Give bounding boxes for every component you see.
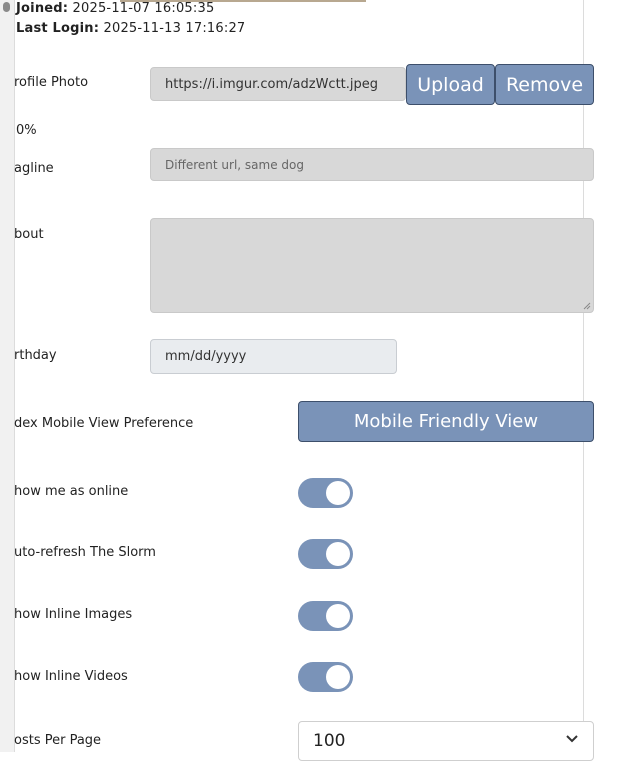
tagline-label: agline [14,161,54,176]
resize-handle-icon[interactable] [583,302,591,310]
remove-button-label: Remove [505,73,584,96]
panel-divider [583,0,584,752]
toggle-knob [326,542,350,566]
inline-videos-toggle[interactable] [298,662,353,692]
posts-per-page-label: osts Per Page [14,733,102,748]
about-label: bout [14,227,44,242]
inline-videos-label: how Inline Videos [14,669,128,684]
birthday-date-input[interactable] [150,339,397,374]
joined-label: Joined: [16,1,69,16]
profile-photo-url-field[interactable] [150,67,406,101]
tagline-input[interactable] [150,148,594,181]
upload-button[interactable] [406,64,495,105]
toggle-knob [326,665,350,689]
birthday-placeholder: mm/dd/yyyy [165,349,247,364]
auto-refresh-toggle[interactable] [298,539,353,569]
show-online-toggle[interactable] [298,478,353,508]
mobile-friendly-view-button[interactable] [298,401,594,442]
profile-photo-url-value: https://i.imgur.com/adzWctt.jpeg [165,76,379,92]
auto-refresh-label: uto-refresh The Slorm [14,545,156,560]
show-online-label: how me as online [14,484,129,499]
birthday-label: rthday [14,348,57,363]
profile-photo-label: rofile Photo [14,75,89,90]
upload-button-label: Upload [417,73,484,96]
toggle-knob [326,604,350,628]
vertical-scrollbar[interactable] [0,0,15,752]
joined-value: 2025-11-07 16:05:35 [72,1,215,16]
remove-button[interactable] [495,64,594,105]
inline-images-label: how Inline Images [14,607,133,622]
inline-images-toggle[interactable] [298,601,353,631]
scrollbar-thumb[interactable] [3,2,10,12]
about-textarea[interactable] [150,218,594,313]
last-login-value: 2025-11-13 17:16:27 [103,21,246,36]
upload-progress-text: 0% [16,123,37,138]
mobile-friendly-view-label: Mobile Friendly View [353,411,539,432]
posts-per-page-value: 100 [313,731,346,751]
last-login-row [16,21,245,36]
mobile-view-preference-label: dex Mobile View Preference [14,416,194,431]
tagline-placeholder: Different url, same dog [165,157,304,172]
joined-row [16,1,214,16]
toggle-knob [326,481,350,505]
chevron-down-icon [565,734,579,744]
last-login-label: Last Login: [16,21,100,36]
posts-per-page-select[interactable] [298,721,594,761]
